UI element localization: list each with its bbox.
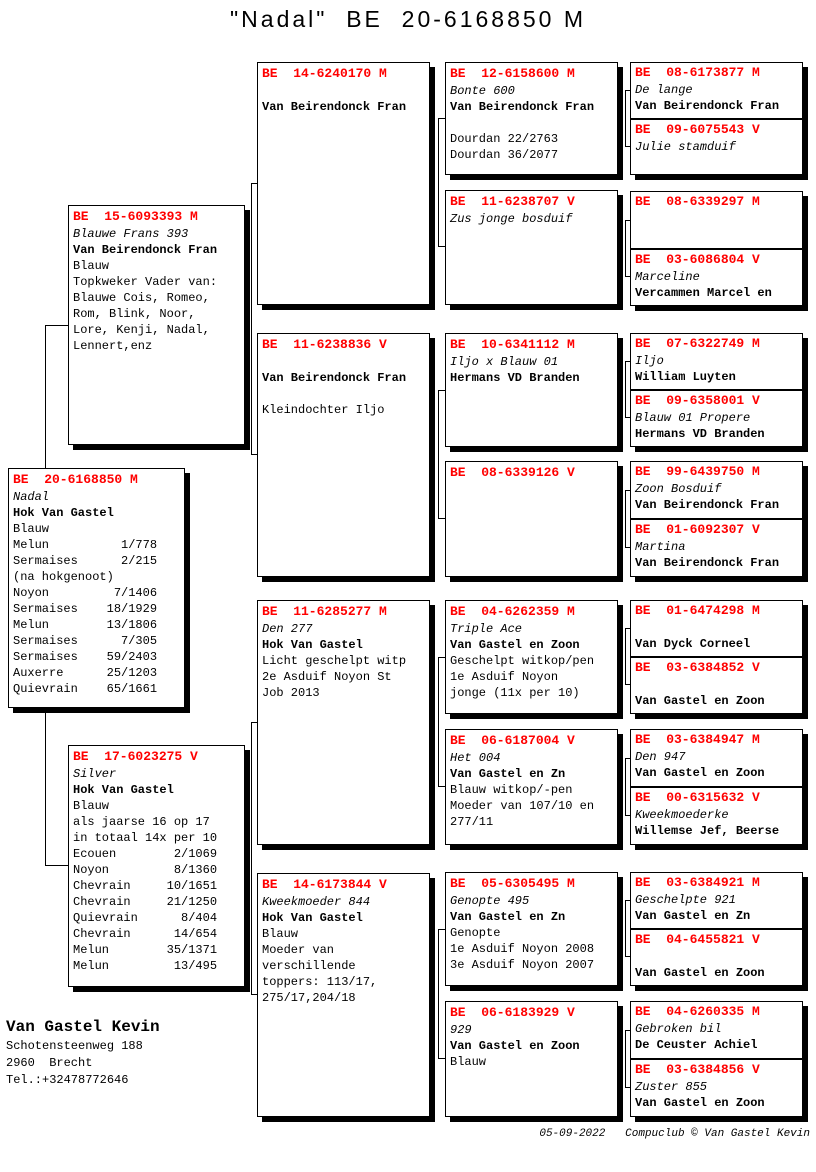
pedigree-box-ggp5 bbox=[445, 600, 618, 714]
ring-number: BE 06-6187004 V bbox=[450, 733, 575, 748]
ring-number: BE 00-6315632 V bbox=[635, 790, 760, 805]
ring-number: BE 04-6260335 M bbox=[635, 1004, 760, 1019]
info-line: Geschelpt witkop/pen bbox=[450, 654, 595, 668]
info-line: Topkweker Vader van: bbox=[73, 275, 218, 289]
pedigree-box-gggp5 bbox=[631, 334, 802, 391]
info-line: 1e Asduif Noyon 2008 bbox=[450, 942, 595, 956]
fancier-name: Van Gastel en Zoon bbox=[635, 766, 765, 780]
fancier-name: Van Beirendonck Fran bbox=[635, 498, 780, 512]
page-title: "Nadal" BE 20-6168850 M bbox=[230, 6, 586, 32]
info-line bbox=[635, 620, 798, 636]
pedigree-box-gggp13 bbox=[631, 873, 802, 930]
pedigree-box-subject bbox=[8, 468, 185, 708]
ring-number: BE 12-6158600 M bbox=[450, 66, 575, 81]
info-line bbox=[635, 949, 798, 965]
pedigree-pair-5 bbox=[630, 600, 803, 714]
pigeon-name: Nadal bbox=[13, 490, 50, 504]
fancier-name: Van Beirendonck Fran bbox=[262, 100, 407, 114]
info-line: Blauw bbox=[13, 522, 50, 536]
info-line bbox=[635, 677, 798, 693]
pedigree-box-gggp7 bbox=[631, 462, 802, 520]
info-line: verschillende bbox=[262, 959, 356, 973]
pedigree-box-gggp12 bbox=[631, 788, 802, 844]
fancier-name: Van Gastel en Zoon bbox=[635, 694, 765, 708]
ring-number: BE 05-6305495 M bbox=[450, 876, 575, 891]
info-line bbox=[262, 354, 425, 370]
fancier-name: Willemse Jef, Beerse bbox=[635, 824, 780, 838]
ring-number: BE 06-6183929 V bbox=[450, 1005, 575, 1020]
ring-number: BE 14-6240170 M bbox=[262, 66, 387, 81]
info-line: Melun 1/778 bbox=[13, 538, 158, 552]
pigeon-name: Gebroken bil bbox=[635, 1022, 722, 1036]
info-line: Chevrain 21/1250 bbox=[73, 895, 218, 909]
fancier-name: Hok Van Gastel bbox=[262, 911, 363, 925]
pedigree-pair-8 bbox=[630, 1001, 803, 1117]
ring-number: BE 04-6455821 V bbox=[635, 932, 760, 947]
owner-address-line2: 2960 Brecht bbox=[6, 1056, 93, 1070]
ring-number: BE 11-6238707 V bbox=[450, 194, 575, 209]
fancier-name: Van Gastel en Zn bbox=[450, 767, 566, 781]
info-line: Licht geschelpt witp bbox=[262, 654, 407, 668]
fancier-name: Van Gastel en Zoon bbox=[635, 966, 765, 980]
pedigree-box-gggp15 bbox=[631, 1002, 802, 1060]
info-line: Dourdan 36/2077 bbox=[450, 148, 559, 162]
info-line: Kleindochter Iljo bbox=[262, 403, 385, 417]
info-line: Chevrain 10/1651 bbox=[73, 879, 218, 893]
pigeon-name: Den 277 bbox=[262, 622, 313, 636]
pigeon-name: Blauwe Frans 393 bbox=[73, 227, 189, 241]
pedigree-pair-7 bbox=[630, 872, 803, 986]
ring-number: BE 99-6439750 M bbox=[635, 464, 760, 479]
info-line: Sermaises 59/2403 bbox=[13, 650, 158, 664]
info-line: Blauwe Cois, Romeo, bbox=[73, 291, 210, 305]
info-line: in totaal 14x per 10 bbox=[73, 831, 218, 845]
info-line: Melun 13/495 bbox=[73, 959, 218, 973]
pigeon-name: Iljo x Blauw 01 bbox=[450, 355, 559, 369]
pedigree-pair-1 bbox=[630, 62, 803, 175]
fancier-name: De Ceuster Achiel bbox=[635, 1038, 758, 1052]
pigeon-name: De lange bbox=[635, 83, 693, 97]
info-line: 1e Asduif Noyon bbox=[450, 670, 559, 684]
ring-number: BE 03-6384947 M bbox=[635, 732, 760, 747]
pedigree-pair-3 bbox=[630, 333, 803, 447]
ring-number: BE 08-6173877 M bbox=[635, 65, 760, 80]
info-line: Sermaises 7/305 bbox=[13, 634, 158, 648]
ring-number: BE 03-6086804 V bbox=[635, 251, 760, 267]
pedigree-box-gggp2 bbox=[631, 120, 802, 175]
pigeon-name: Geschelpte 921 bbox=[635, 893, 736, 907]
info-line: 277/11 bbox=[450, 815, 494, 829]
pedigree-box-dam bbox=[68, 745, 245, 987]
info-line: Lore, Kenji, Nadal, bbox=[73, 323, 210, 337]
ring-number: BE 08-6339297 M bbox=[635, 194, 760, 209]
pedigree-box-gggp3 bbox=[631, 192, 802, 250]
info-line bbox=[262, 83, 425, 99]
info-line: Dourdan 22/2763 bbox=[450, 132, 559, 146]
pigeon-name: Zus jonge bosduif bbox=[450, 212, 573, 226]
pedigree-box-gggp11 bbox=[631, 730, 802, 788]
pigeon-name: Blauw 01 Propere bbox=[635, 411, 751, 425]
info-line bbox=[262, 386, 425, 402]
fancier-name: Van Gastel en Zoon bbox=[450, 1039, 580, 1053]
connector-gp1 bbox=[438, 118, 445, 247]
ring-number: BE 01-6092307 V bbox=[635, 522, 760, 537]
fancier-name: Hok Van Gastel bbox=[13, 506, 114, 520]
info-line: Blauw witkop/-pen bbox=[450, 783, 573, 797]
pigeon-name: Julie stamduif bbox=[635, 139, 736, 154]
ring-number: BE 14-6173844 V bbox=[262, 877, 387, 892]
pigeon-name: Silver bbox=[73, 767, 117, 781]
pigeon-name: Kweekmoederke bbox=[635, 808, 729, 822]
fancier-name: William Luyten bbox=[635, 370, 736, 384]
info-line: Moeder van bbox=[262, 943, 335, 957]
ring-number: BE 11-6238836 V bbox=[262, 337, 387, 352]
fancier-name: Hok Van Gastel bbox=[262, 638, 363, 652]
owner-block bbox=[6, 1016, 160, 1089]
pedigree-box-gggp14 bbox=[631, 930, 802, 985]
pigeon-name: 929 bbox=[450, 1023, 472, 1037]
info-line: Genopte bbox=[450, 926, 501, 940]
info-line: als jaarse 16 op 17 bbox=[73, 815, 210, 829]
fancier-name: Van Gastel en Zn bbox=[450, 910, 566, 924]
pedigree-box-ggp8 bbox=[445, 1001, 618, 1117]
info-line: Blauw bbox=[73, 799, 110, 813]
fancier-name: Van Gastel en Zn bbox=[635, 909, 751, 923]
pedigree-box-ggp6 bbox=[445, 729, 618, 845]
fancier-name: Van Beirendonck Fran bbox=[635, 556, 780, 570]
pigeon-name: Martina bbox=[635, 540, 686, 554]
ring-number: BE 08-6339126 V bbox=[450, 465, 575, 480]
ring-number: BE 01-6474298 M bbox=[635, 603, 760, 618]
fancier-name: Van Beirendonck Fran bbox=[73, 243, 218, 257]
pedigree-box-ggp1 bbox=[445, 62, 618, 175]
fancier-name: Hok Van Gastel bbox=[73, 783, 174, 797]
pedigree-box-ggp7 bbox=[445, 872, 618, 986]
info-line: Sermaises 18/1929 bbox=[13, 602, 158, 616]
fancier-name: Van Gastel en Zoon bbox=[635, 1096, 765, 1110]
ring-number: BE 07-6322749 M bbox=[635, 336, 760, 351]
owner-name: Van Gastel Kevin bbox=[6, 1018, 160, 1036]
pedigree-pair-6 bbox=[630, 729, 803, 845]
info-line: Blauw bbox=[73, 259, 110, 273]
connector-gp4 bbox=[438, 929, 445, 1059]
connector-gp2 bbox=[438, 390, 445, 519]
pedigree-box-gp4 bbox=[257, 873, 430, 1117]
info-line: Chevrain 14/654 bbox=[73, 927, 218, 941]
info-line: (na hokgenoot) bbox=[13, 570, 114, 584]
info-line: Blauw bbox=[262, 927, 299, 941]
pedigree-box-gggp6 bbox=[631, 391, 802, 446]
pigeon-name: Zoon Bosduif bbox=[635, 482, 722, 496]
info-line: 3e Asduif Noyon 2007 bbox=[450, 958, 595, 972]
info-line: 275/17,204/18 bbox=[262, 991, 356, 1005]
info-line: toppers: 113/17, bbox=[262, 975, 378, 989]
pigeon-name: Het 004 bbox=[450, 751, 501, 765]
pedigree-box-gggp9 bbox=[631, 601, 802, 658]
info-line: Auxerre 25/1203 bbox=[13, 666, 158, 680]
pigeon-name: Kweekmoeder 844 bbox=[262, 895, 371, 909]
pedigree-box-ggp3 bbox=[445, 333, 618, 447]
fancier-name: Van Gastel en Zoon bbox=[450, 638, 580, 652]
fancier-name: Hermans VD Branden bbox=[635, 427, 765, 441]
connector-gp3 bbox=[438, 657, 445, 787]
ring-number: BE 10-6341112 M bbox=[450, 337, 575, 352]
info-line: Noyon 8/1360 bbox=[73, 863, 218, 877]
info-line: Blauw bbox=[450, 1055, 487, 1069]
pedigree-box-gp1 bbox=[257, 62, 430, 305]
ring-number: BE 17-6023275 V bbox=[73, 749, 198, 764]
pigeon-name: Genopte 495 bbox=[450, 894, 530, 908]
ring-number: BE 04-6262359 M bbox=[450, 604, 575, 619]
pedigree-pair-2 bbox=[630, 191, 803, 306]
pedigree-box-gggp10 bbox=[631, 658, 802, 713]
owner-phone: Tel.:+32478772646 bbox=[6, 1073, 129, 1087]
info-line bbox=[450, 115, 613, 131]
pedigree-box-gggp1 bbox=[631, 63, 802, 120]
pedigree-box-ggp4 bbox=[445, 461, 618, 577]
pedigree-box-gp2 bbox=[257, 333, 430, 577]
fancier-name: Van Beirendonck Fran bbox=[450, 100, 595, 114]
pigeon-name: Den 947 bbox=[635, 750, 686, 764]
pigeon-name: Marceline bbox=[635, 269, 700, 284]
ring-number: BE 09-6075543 V bbox=[635, 121, 760, 137]
pigeon-name: Zuster 855 bbox=[635, 1080, 708, 1094]
ring-number: BE 09-6358001 V bbox=[635, 393, 760, 408]
info-line: Melun 35/1371 bbox=[73, 943, 218, 957]
pigeon-name: Triple Ace bbox=[450, 622, 523, 636]
pedigree-box-gggp8 bbox=[631, 520, 802, 576]
pedigree-box-ggp2 bbox=[445, 190, 618, 305]
info-line: Noyon 7/1406 bbox=[13, 586, 158, 600]
info-line: Sermaises 2/215 bbox=[13, 554, 158, 568]
pedigree-box-gggp4 bbox=[631, 250, 802, 306]
footer-credit: 05-09-2022 Compuclub © Van Gastel Kevin bbox=[539, 1128, 810, 1140]
info-line: Quievrain 65/1661 bbox=[13, 682, 158, 696]
fancier-name: Van Beirendonck Fran bbox=[262, 371, 407, 385]
info-line: Moeder van 107/10 en bbox=[450, 799, 595, 813]
fancier-name: Van Dyck Corneel bbox=[635, 637, 751, 651]
info-line: 2e Asduif Noyon St bbox=[262, 670, 392, 684]
fancier-name: Hermans VD Branden bbox=[450, 371, 580, 385]
fancier-name: Van Beirendonck Fran bbox=[635, 99, 780, 113]
pedigree-pair-4 bbox=[630, 461, 803, 577]
pedigree-box-gggp16 bbox=[631, 1060, 802, 1116]
ring-number: BE 03-6384856 V bbox=[635, 1062, 760, 1077]
ring-number: BE 03-6384852 V bbox=[635, 660, 760, 675]
pigeon-name: Iljo bbox=[635, 354, 664, 368]
ring-number: BE 11-6285277 M bbox=[262, 604, 387, 619]
info-line: Quievrain 8/404 bbox=[73, 911, 218, 925]
owner-address-line1: Schotensteenweg 188 bbox=[6, 1039, 143, 1053]
info-line: Melun 13/1806 bbox=[13, 618, 158, 632]
info-line: Ecouen 2/1069 bbox=[73, 847, 218, 861]
info-line: Lennert,enz bbox=[73, 339, 153, 353]
ring-number: BE 03-6384921 M bbox=[635, 875, 760, 890]
ring-number: BE 15-6093393 M bbox=[73, 209, 198, 224]
info-line: Rom, Blink, Noor, bbox=[73, 307, 196, 321]
pigeon-name: Bonte 600 bbox=[450, 84, 515, 98]
pedigree-box-sire bbox=[68, 205, 245, 445]
pedigree-box-gp3 bbox=[257, 600, 430, 845]
ring-number: BE 20-6168850 M bbox=[13, 472, 138, 487]
info-line: jonge (11x per 10) bbox=[450, 686, 580, 700]
info-line: Job 2013 bbox=[262, 686, 320, 700]
fancier-name: Vercammen Marcel en bbox=[635, 285, 772, 300]
